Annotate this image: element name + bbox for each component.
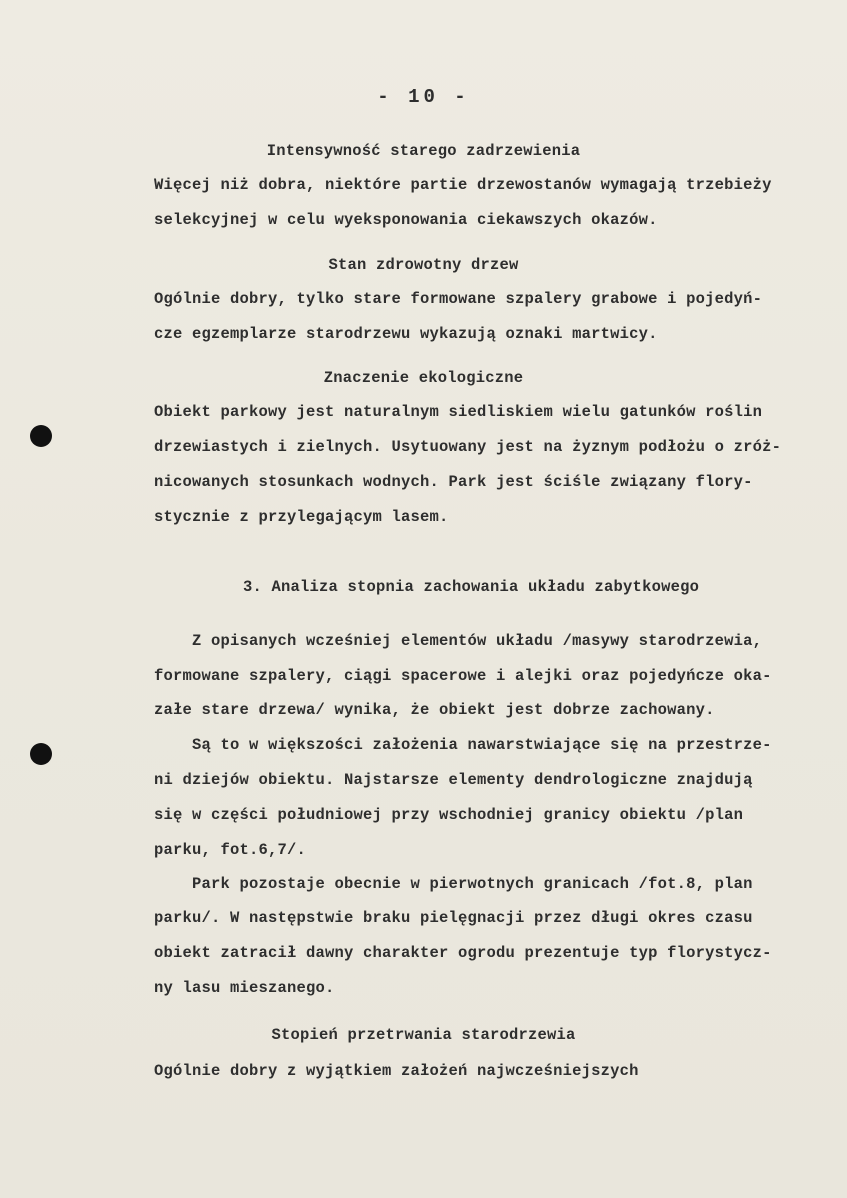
paragraph-line: Ogólnie dobry z wyjątkiem założeń najwcześniejszych [154, 1062, 639, 1080]
paragraph-line: Więcej niż dobra, niektóre partie drzewostanów wymagają trzebieży [154, 176, 772, 194]
paragraph-line: ny lasu mieszanego. [154, 979, 335, 997]
section-heading-analysis: 3. Analiza stopnia zachowania układu zabytkowego [243, 578, 700, 596]
paragraph-line: parku/. W następstwie braku pielęgnacji przez długi okres czasu [154, 909, 753, 927]
paragraph-line: ni dziejów obiektu. Najstarsze elementy dendrologiczne znajdują [154, 771, 753, 789]
paragraph-line: załe stare drzewa/ wynika, że obiekt jest dobrze zachowany. [154, 701, 715, 719]
section-heading-intensity: Intensywność starego zadrzewienia [266, 142, 581, 160]
paragraph-line: cze egzemplarze starodrzewu wykazują oznaki martwicy. [154, 325, 658, 343]
paragraph-line: się w części południowej przy wschodniej granicy obiektu /plan [154, 806, 744, 824]
paragraph-line: stycznie z przylegającym lasem. [154, 508, 449, 526]
section-heading-survival: Stopień przetrwania starodrzewia [271, 1026, 576, 1044]
section-heading-health: Stan zdrowotny drzew [328, 256, 519, 274]
paragraph-line: drzewiastych i zielnych. Usytuowany jest na żyznym podłożu o zróż- [154, 438, 782, 456]
page-number: - 10 - [377, 86, 470, 108]
paragraph-line: obiekt zatracił dawny charakter ogrodu prezentuje typ florystycz- [154, 944, 772, 962]
paragraph-line: formowane szpalery, ciągi spacerowe i alejki oraz pojedyńcze oka- [154, 667, 772, 685]
paragraph-line: Park pozostaje obecnie w pierwotnych granicach /fot.8, plan [154, 875, 753, 893]
paragraph-line: Obiekt parkowy jest naturalnym siedliskiem wielu gatunków roślin [154, 403, 763, 421]
paragraph-line: nicowanych stosunkach wodnych. Park jest ściśle związany flory- [154, 473, 753, 491]
paragraph-line: Ogólnie dobry, tylko stare formowane szpalery grabowe i pojedyń- [154, 290, 763, 308]
paragraph-line: parku, fot.6,7/. [154, 841, 307, 859]
section-heading-ecology: Znaczenie ekologiczne [323, 369, 524, 387]
paragraph-line: selekcyjnej w celu wyeksponowania ciekawszych okazów. [154, 211, 658, 229]
punch-hole-upper [30, 425, 52, 447]
punch-hole-lower [30, 743, 52, 765]
paragraph-line: Z opisanych wcześniej elementów układu /masywy starodrzewia, [154, 632, 763, 650]
paragraph-line: Są to w większości założenia nawarstwiające się na przestrze- [154, 736, 772, 754]
